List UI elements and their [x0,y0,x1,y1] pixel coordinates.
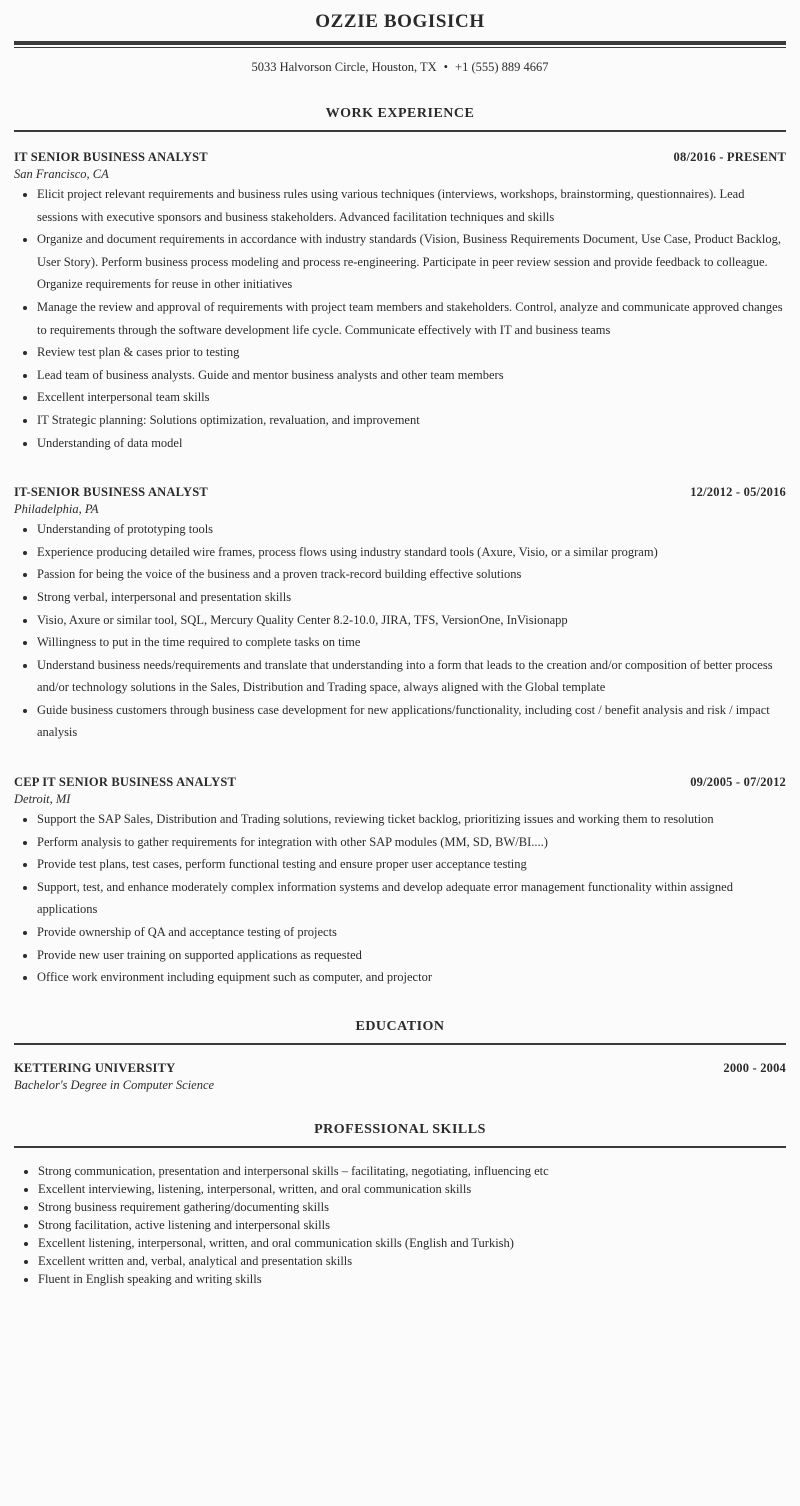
contact-line [0,58,800,76]
job-title: CEP IT SENIOR BUSINESS ANALYST [14,775,237,790]
list-item: • Understand business needs/requirements and translate that understanding into a form that leads to the creation and/or composition of better process and/or technology solutions in the Sales, Distribution and Trading space, always aligned with the Global template [37,654,786,699]
job-location: Philadelphia, PA [14,502,99,517]
list-item: • Experience producing detailed wire frames, process flows using industry standard tools (Axure, Visio, or a similar program) [37,541,786,564]
list-item: • Excellent interviewing, listening, interpersonal, written, and oral communication skills [38,1180,800,1198]
list-item: • Review test plan & cases prior to testing [37,341,786,364]
list-item: • Willingness to put in the time required to complete tasks on time [37,631,786,654]
list-item: • Support the SAP Sales, Distribution and Trading solutions, reviewing ticket backlog, prioritizing issues and working them to resolution [37,808,786,831]
list-item: • IT Strategic planning: Solutions optimization, revaluation, and improvement [37,409,786,432]
section-title-education: EDUCATION [355,1018,445,1034]
list-item: • Fluent in English speaking and writing skills [38,1270,800,1288]
work-experience-section [0,104,800,989]
skills-list [0,1162,800,1288]
list-item: • Elicit project relevant requirements and business rules using various techniques (interviews, workshops, brainstorming, questionnaires). Lead sessions with executive sponsors and business stakeholders. Advanced facilitation techniques and skills [37,183,786,228]
job-bullets [14,808,786,989]
list-item: • Excellent written and, verbal, analytical and presentation skills [38,1252,800,1270]
list-item: • Lead team of business analysts. Guide and mentor business analysts and other team members [37,364,786,387]
name-divider [14,41,786,48]
candidate-name: OZZIE BOGISICH [315,11,485,32]
job-dates: 12/2012 - 05/2016 [690,485,786,500]
job-dates: 08/2016 - PRESENT [673,150,786,164]
phone: +1 (555) 889 4667 [455,60,549,74]
list-item: • Visio, Axure or similar tool, SQL, Mercury Quality Center 8.2-10.0, JIRA, TFS, VersionOne, InVisionapp [37,609,786,632]
list-item: • Provide new user training on supported applications as requested [37,944,786,967]
education-header [14,1059,786,1077]
skills-section [0,1120,800,1288]
list-item: • Provide test plans, test cases, perform functional testing and ensure proper user acceptance testing [37,853,786,876]
list-item: • Manage the review and approval of requirements with project team members and stakeholders. Control, analyze and communicate approved changes to requirements through the software development life cycle. Communicate effectively with IT and business teams [37,296,786,341]
job-bullets [14,183,786,454]
section-divider [14,1043,786,1045]
education-section [0,1017,800,1094]
list-item: • Guide business customers through business case development for new applications/functionality, including cost / benefit analysis and risk / impact analysis [37,699,786,744]
address: 5033 Halvorson Circle, Houston, TX [251,60,437,74]
list-item: • Provide ownership of QA and acceptance testing of projects [37,921,786,944]
list-item: • Perform analysis to gather requirements for integration with other SAP modules (MM, SD, BW/BI....) [37,831,786,854]
job-location: Detroit, MI [14,792,71,807]
list-item: • Excellent listening, interpersonal, written, and oral communication skills (English and Turkish) [38,1234,800,1252]
contact-separator: • [443,60,449,74]
list-item: • Office work environment including equipment such as computer, and projector [37,966,786,989]
job-entry [14,483,786,744]
list-item: • Excellent interpersonal team skills [37,386,786,409]
degree: Bachelor's Degree in Computer Science [14,1077,215,1092]
job-location: San Francisco, CA [14,167,109,181]
list-item: • Strong facilitation, active listening and interpersonal skills [38,1216,800,1234]
job-dates: 09/2005 - 07/2012 [690,775,786,790]
list-item: • Strong communication, presentation and interpersonal skills – facilitating, negotiating, influencing etc [38,1162,800,1180]
job-entry [14,773,786,989]
job-header [14,773,786,791]
list-item: • Understanding of prototyping tools [37,518,786,541]
job-title: IT SENIOR BUSINESS ANALYST [14,150,208,164]
list-item: • Organize and document requirements in accordance with industry standards (Vision, Business Requirements Document, Use Case, Product Backlog, User Story). Perform business process modeling and process re-engineering. Participate in peer review session and provide feedback to colleague. Organize requirements for reuse in other initiatives [37,228,786,296]
job-title: IT-SENIOR BUSINESS ANALYST [14,485,208,500]
section-title-skills: PROFESSIONAL SKILLS [314,1121,486,1137]
list-item: • Strong verbal, interpersonal and presentation skills [37,586,786,609]
list-item: • Understanding of data model [37,432,786,455]
job-header [14,483,786,501]
section-divider [14,1146,786,1148]
school-name: KETTERING UNIVERSITY [14,1060,176,1075]
section-divider [14,130,786,132]
education-dates: 2000 - 2004 [723,1060,786,1075]
list-item: • Passion for being the voice of the business and a proven track-record building effective solutions [37,563,786,586]
list-item: • Strong business requirement gathering/documenting skills [38,1198,800,1216]
list-item: • Support, test, and enhance moderately complex information systems and develop adequate error management functionality within assigned applications [37,876,786,921]
job-bullets [14,518,786,744]
education-entry [14,1059,786,1094]
section-title-work-experience: WORK EXPERIENCE [325,106,475,121]
job-header [14,148,786,166]
job-entry [14,148,786,454]
